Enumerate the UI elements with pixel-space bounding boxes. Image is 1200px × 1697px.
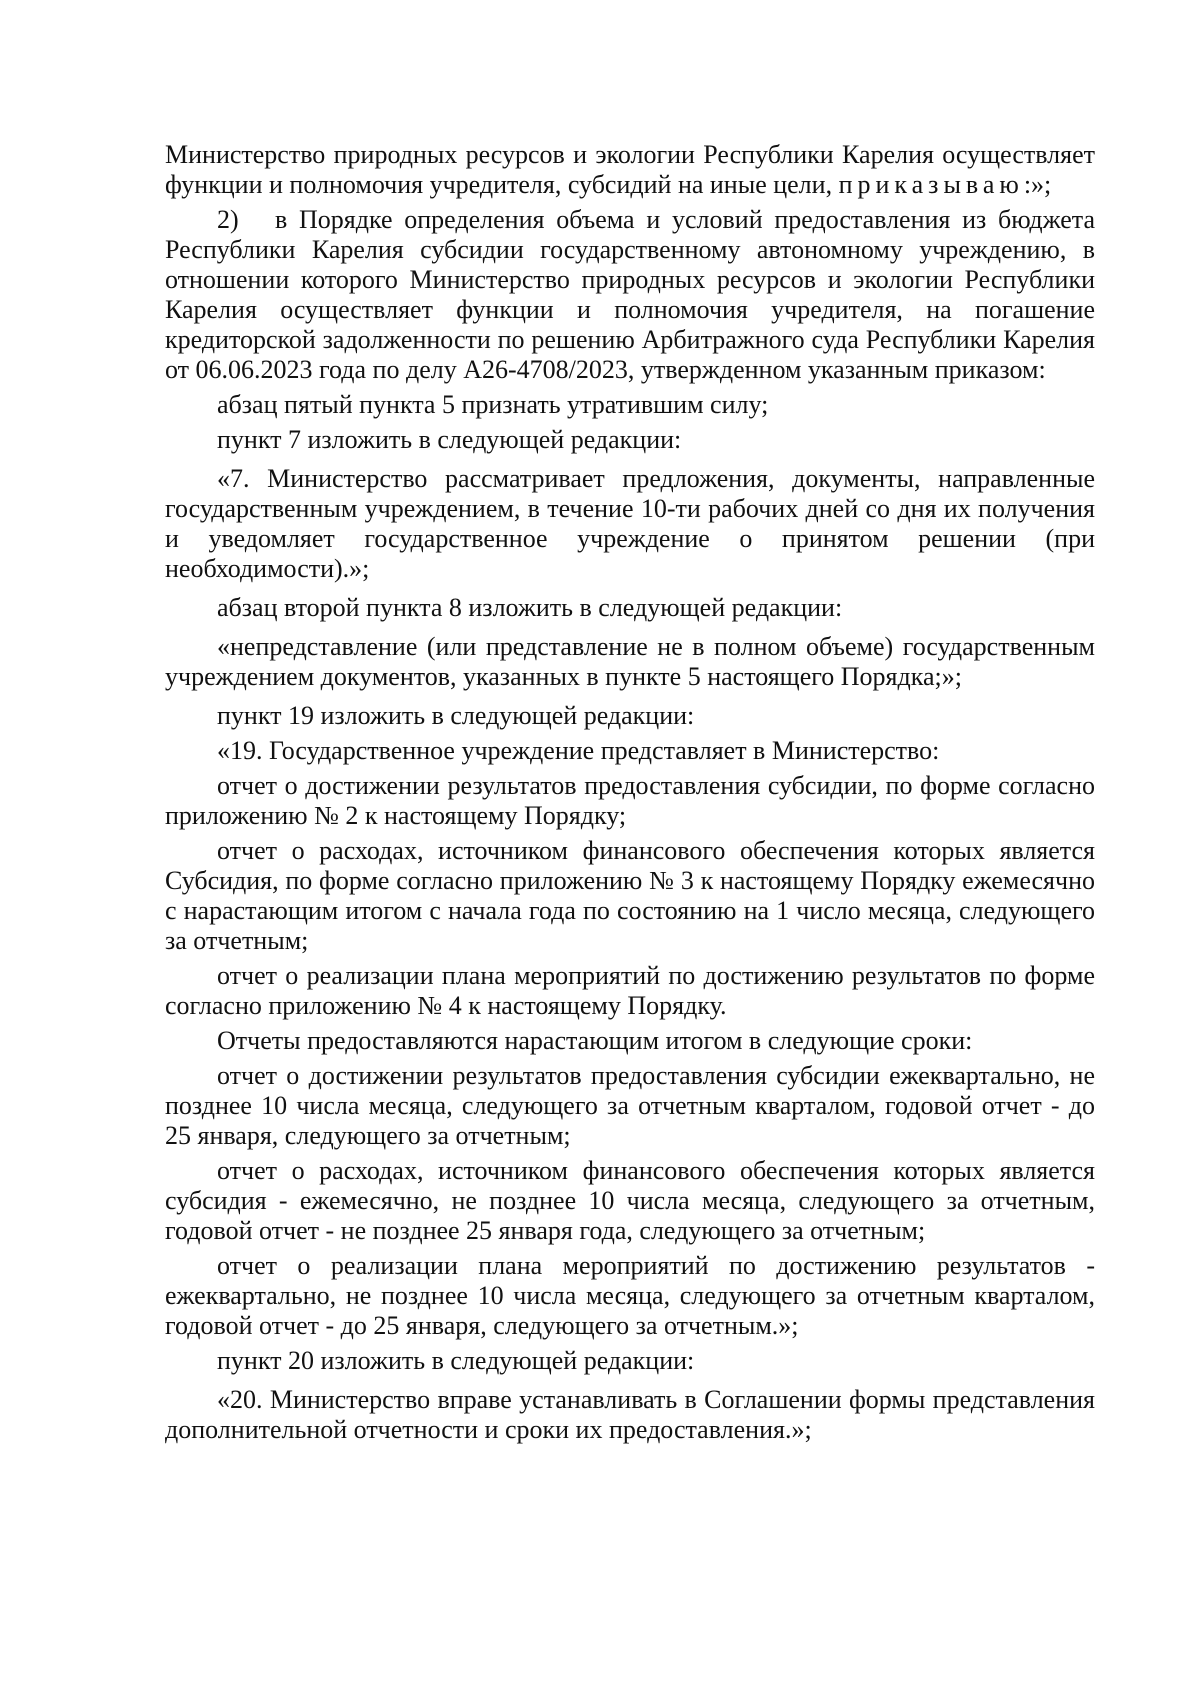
paragraph [165, 701, 1095, 731]
paragraph-text: отчет о расходах, источником финансового обеспечения которых является субсидия - ежемесячно, не позднее 10 числа месяца, следующего за отчетным, годовой отчет - не позднее 25 января года, следующего за отчетным; [165, 1156, 1095, 1245]
paragraph [165, 1156, 1095, 1246]
paragraph [165, 425, 1095, 455]
paragraph [165, 836, 1095, 956]
paragraph-text: Министерство природных ресурсов и экологии Республики Карелия осуществляет функции и полномочия учредителя, субсидий на иные цели, [165, 140, 1095, 199]
paragraph [165, 390, 1095, 420]
paragraph [165, 961, 1095, 1021]
paragraph-text: отчет о достижении результатов предоставления субсидии ежеквартально, не позднее 10 числа месяца, следующего за отчетным кварталом, годовой отчет - до 25 января, следующего за отчетным; [165, 1061, 1095, 1150]
paragraph-text: отчет о реализации плана мероприятий по достижению результатов - ежеквартально, не позднее 10 числа месяца, следующего за отчетным кварталом, годовой отчет - до 25 января, следующего за отчетным.»; [165, 1251, 1095, 1340]
paragraph-quote [165, 1385, 1095, 1445]
paragraph-text: «19. Государственное учреждение представляет в Министерство: [217, 736, 940, 765]
order-word: приказываю [838, 170, 1024, 199]
paragraph-text: отчет о реализации плана мероприятий по достижению результатов по форме согласно приложению № 4 к настоящему Порядку. [165, 961, 1095, 1020]
paragraph-text: отчет о расходах, источником финансового обеспечения которых является Субсидия, по форме согласно приложению № 3 к настоящему Порядку ежемесячно с нарастающим итогом с начала года по состоянию на 1 число месяца, следующего за отчетным; [165, 836, 1095, 955]
paragraph-text: пункт 20 изложить в следующей редакции: [217, 1346, 695, 1375]
paragraph-quote [165, 736, 1095, 766]
paragraph-item-2 [165, 205, 1095, 385]
paragraph [165, 771, 1095, 831]
paragraph-text: «непредставление (или представление не в полном объеме) государственным учреждением документов, указанных в пункте 5 настоящего Порядка;»; [165, 632, 1095, 691]
paragraph-text: абзац второй пункта 8 изложить в следующей редакции: [217, 593, 843, 622]
paragraph-text-end: :»; [1023, 170, 1052, 199]
paragraph-text: пункт 7 изложить в следующей редакции: [217, 425, 682, 454]
paragraph-text: «7. Министерство рассматривает предложения, документы, направленные государственным учреждением, в течение 10-ти рабочих дней со дня их получения и уведомляет государственное учреждение о принятом решении (при необходимости).»; [165, 464, 1095, 583]
paragraph-quote [165, 632, 1095, 692]
paragraph-text: Отчеты предоставляются нарастающим итогом в следующие сроки: [217, 1026, 973, 1055]
paragraph-text: в Порядке определения объема и условий предоставления из бюджета Республики Карелия субсидии государственному автономному учреждению, в отношении которого Министерство природных ресурсов и экологии Республики Карелия осуществляет функции и полномочия учредителя, на погашение кредиторской задолженности по решению Арбитражного суда Республики Карелия от 06.06.2023 года по делу А26-4708/2023, утвержденном указанным приказом: [165, 205, 1095, 384]
paragraph-text: отчет о достижении результатов предоставления субсидии, по форме согласно приложению № 2 к настоящему Порядку; [165, 771, 1095, 830]
paragraph [165, 1346, 1095, 1376]
paragraph-text: абзац пятый пункта 5 признать утратившим силу; [217, 390, 769, 419]
paragraph [165, 1061, 1095, 1151]
item-number: 2) [217, 205, 239, 234]
paragraph [165, 1026, 1095, 1056]
document-body [165, 140, 1095, 1445]
paragraph [165, 593, 1095, 623]
paragraph [165, 1251, 1095, 1341]
paragraph-text: пункт 19 изложить в следующей редакции: [217, 701, 695, 730]
paragraph-text: «20. Министерство вправе устанавливать в Соглашении формы представления дополнительной отчетности и сроки их предоставления.»; [165, 1385, 1095, 1444]
paragraph-quote [165, 464, 1095, 584]
paragraph-intro [165, 140, 1095, 200]
